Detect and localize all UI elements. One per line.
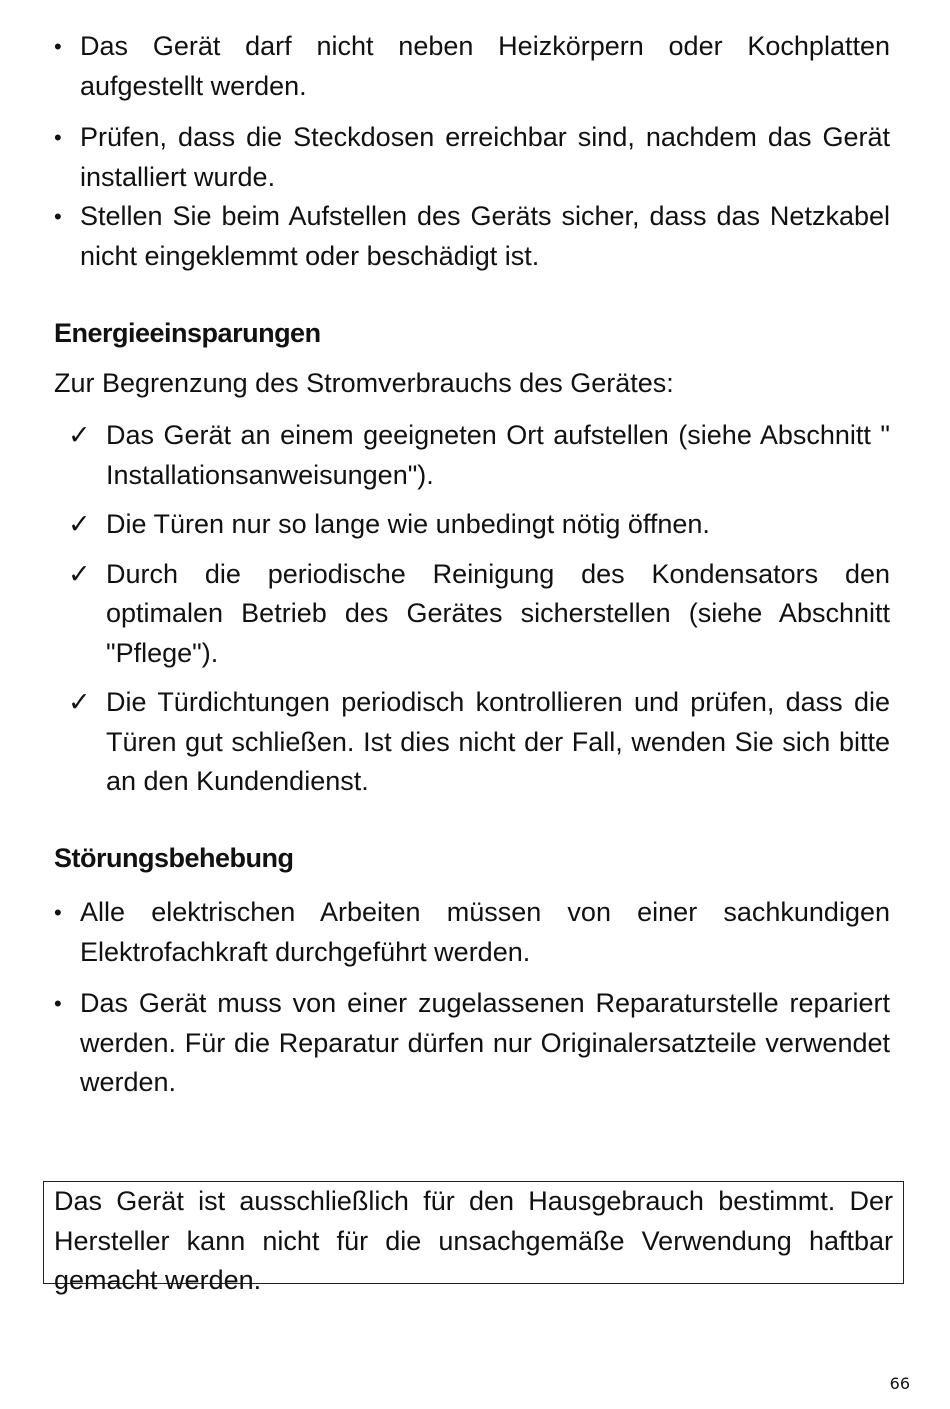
list-item-text: Das Gerät muss von einer zugelassenen Reparaturstelle repariert werden. Für die Reparatur dürfen nur Originalersatzteile verwendet werden. [80,988,890,1097]
notice-text: Das Gerät ist ausschließlich für den Hausgebrauch bestimmt. Der Hersteller kann nicht für die unsachgemäße Verwendung haftbar gemacht werden. [54,1186,893,1295]
list-item-text: Durch die periodische Reinigung des Kondensators den optimalen Betrieb des Gerätes sicherstellen (siehe Abschnitt "Pflege"). [106,558,890,668]
list-item [54,27,890,106]
page-number: 66 [889,1374,910,1393]
list-item-text: Die Türdichtungen periodisch kontrollieren und prüfen, dass die Türen gut schließen. Ist dies nicht der Fall, wenden Sie sich bitte an den Kundendienst. [106,687,890,796]
troubleshooting-bullet-list [54,893,890,1103]
list-item-text: Alle elektrischen Arbeiten müssen von einer sachkundigen Elektrofachkraft durchgeführt werden. [80,897,890,967]
troubleshooting-heading: Störungsbehebung [54,843,294,873]
list-item [54,984,890,1103]
list-item [54,555,890,674]
list-item [54,416,890,495]
bullet-icon: • [54,204,62,229]
check-icon: ✓ [68,509,91,539]
energy-check-list [54,416,890,802]
list-item-text: Das Gerät an einem geeigneten Ort aufstellen (siehe Abschnitt " Installationsanweisungen"). [106,420,890,490]
bullet-icon: • [54,125,62,150]
list-item-text: Prüfen, dass die Steckdosen erreichbar sind, nachdem das Gerät installiert wurde. [80,122,890,192]
list-item [54,893,890,972]
bullet-icon: • [54,991,62,1016]
household-use-notice [43,1181,904,1295]
list-item-text: Das Gerät darf nicht neben Heizkörpern oder Kochplatten aufgestellt werden. [80,31,890,101]
list-item-text: Stellen Sie beim Aufstellen des Geräts sicher, dass das Netzkabel nicht eingeklemmt oder beschädigt ist. [80,201,890,271]
check-icon: ✓ [68,558,91,589]
energy-intro: Zur Begrenzung des Stromverbrauchs des Gerätes: [54,368,674,398]
installation-bullet-list [54,27,890,276]
check-icon: ✓ [68,687,91,717]
list-item [54,118,890,197]
list-item [54,197,890,276]
list-item [54,683,890,802]
bullet-icon: • [54,34,62,59]
energy-heading: Energieeinsparungen [54,318,321,348]
check-icon: ✓ [68,420,91,450]
list-item [54,505,890,545]
bullet-icon: • [54,900,62,925]
list-item-text: Die Türen nur so lange wie unbedingt nötig öffnen. [106,509,710,539]
